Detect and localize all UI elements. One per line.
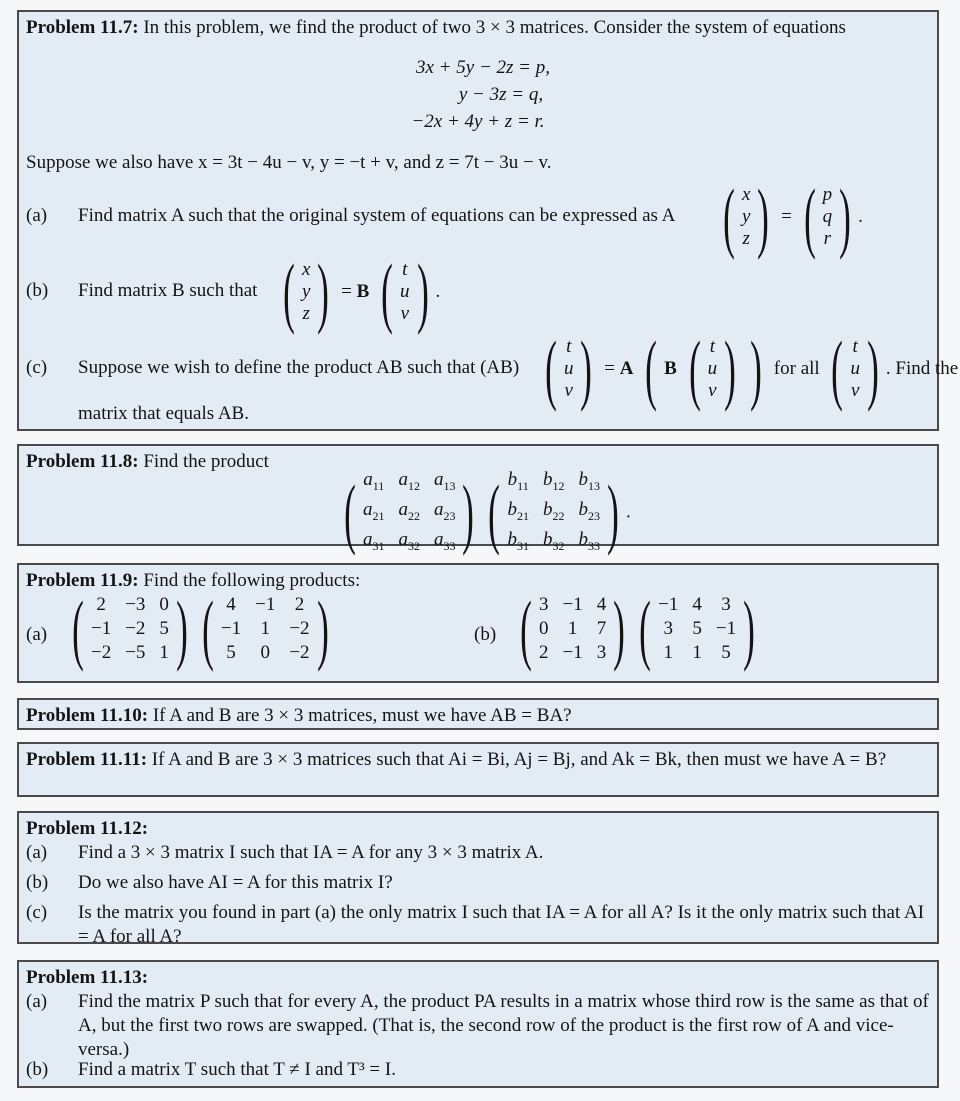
matrix-entry: $a_{21}$ bbox=[362, 498, 385, 523]
part-label: (c) bbox=[26, 357, 48, 378]
matrix-entry: 1 bbox=[260, 618, 270, 639]
matrix-entry: $a_{23}$ bbox=[433, 498, 456, 523]
matrix-entry: 5 bbox=[159, 618, 169, 639]
matrix-entry: $b_{23}$ bbox=[578, 498, 600, 523]
matrix-entry: 3 bbox=[596, 642, 607, 663]
matrix-entry: −1 bbox=[562, 642, 583, 663]
matrix-entry: $a_{33}$ bbox=[433, 528, 456, 553]
matrix-entry: −1 bbox=[90, 618, 112, 639]
problem-11-11 bbox=[17, 742, 939, 797]
part-text: Find matrix A such that the original system of equations can be expressed as A bbox=[78, 205, 676, 226]
part-text-continued: matrix that equals AB. bbox=[78, 403, 249, 424]
matrix-entry: 1 bbox=[159, 642, 169, 663]
matrix-entry: −2 bbox=[125, 618, 146, 639]
problem-title: Problem 11.11: bbox=[26, 749, 148, 770]
matrix-entry: −1 bbox=[658, 594, 679, 615]
problem-title: Problem 11.13: bbox=[26, 967, 149, 988]
matrix-entry: 4 bbox=[692, 594, 702, 615]
matrix-entry: 2 bbox=[294, 594, 305, 615]
matrix-entry: −1 bbox=[562, 594, 583, 615]
matrix-entry: −2 bbox=[289, 642, 310, 663]
vector-pqr: ( p q r ) bbox=[803, 173, 851, 260]
product-a: ( 2 −3 0 −1 −2 5 −2 −5 1 ) ( 4 −1 2 −1 1 −2 5 0 −2 ) bbox=[72, 585, 329, 672]
matrix-entry: 2 bbox=[538, 642, 549, 663]
matrix-entry: $a_{13}$ bbox=[433, 469, 456, 493]
matrix-entry: $b_{33}$ bbox=[578, 528, 600, 553]
matrix-entry: $a_{31}$ bbox=[362, 528, 385, 553]
problem-title: Problem 11.9: bbox=[26, 570, 139, 591]
matrix-entry: 5 bbox=[226, 642, 236, 663]
matrix-entry: $a_{12}$ bbox=[398, 469, 420, 493]
matrix-entry: −5 bbox=[125, 642, 146, 663]
vector-xyz: ( x y z ) = ( p q r ) . bbox=[723, 173, 863, 260]
matrix-entry: −1 bbox=[220, 618, 242, 639]
part-text: Find matrix B such that bbox=[78, 280, 258, 301]
problem-title: Problem 11.8: bbox=[26, 451, 139, 472]
matrix-entry: $b_{12}$ bbox=[542, 469, 565, 493]
matrix-entry: 1 bbox=[663, 642, 674, 663]
matrix-entry: 3 bbox=[663, 618, 674, 639]
problem-title: Problem 11.7: bbox=[26, 17, 139, 38]
matrix-entry: 1 bbox=[567, 618, 578, 639]
problem-title: Problem 11.10: bbox=[26, 705, 149, 726]
suppose-text: Suppose we also have x = 3t − 4u − v, y = −t + v, and z = 7t − 3u − v. bbox=[26, 152, 552, 173]
part-label: (a) bbox=[26, 624, 48, 645]
matrix-entry: 7 bbox=[596, 618, 607, 639]
matrix-entry: −2 bbox=[289, 618, 310, 639]
matrix-entry: $b_{11}$ bbox=[507, 469, 529, 493]
problem-11-7-heading bbox=[26, 16, 930, 40]
matrix-entry: $b_{13}$ bbox=[578, 469, 600, 493]
matrix-entry: 3 bbox=[538, 594, 549, 615]
vector-xyz: ( x y z ) = B ( t u v ) . bbox=[283, 248, 441, 335]
matrix-entry: 4 bbox=[226, 594, 236, 615]
matrix-entry: $a_{11}$ bbox=[363, 469, 385, 493]
problem-text: Find the product bbox=[143, 451, 269, 472]
part-c bbox=[26, 325, 959, 424]
matrix-entry: $a_{32}$ bbox=[398, 528, 420, 553]
equation-system bbox=[19, 54, 937, 135]
matrix-entry: 0 bbox=[538, 618, 549, 639]
matrix-product: ( $a_{11}$ $a_{12}$ $a_{13}$ $a_{21}$ $a_{22}$ $a_{23}$ $a_{31}$ $a_{32}$ $a_{33}$ ) ( $b_{11}$ $b_{12}$ $b_{13}$ $b_{21}$ $b_{22}$ $b_{23}$ $b_{31}$ $b_{32}$ $b_{33}$ ) . bbox=[337, 468, 631, 557]
matrix-entry: −3 bbox=[125, 594, 146, 615]
matrix-b: ( $b_{11}$ $b_{12}$ $b_{13}$ $b_{21}$ $b_{22}$ $b_{23}$ $b_{31}$ $b_{32}$ $b_{33}$ ) bbox=[488, 468, 619, 556]
problem-11-12: Problem 11.12: (a) Find a 3 × 3 matrix I such that IA = A for any 3 × 3 matrix A. (b) Do we also have AI = A for this matrix I? (c) Is the matrix you found in part (a) the only matrix I such that IA = A for all A? Is it the only matrix such that AI = A for all A? bbox=[17, 811, 939, 944]
part-label: (a) bbox=[26, 205, 48, 226]
part-a bbox=[26, 173, 930, 260]
matrix-entry: −1 bbox=[255, 594, 276, 615]
vector-tuv: ( t u v ) bbox=[381, 248, 429, 335]
matrix-entry: $b_{32}$ bbox=[542, 528, 565, 553]
matrix-entry: $b_{22}$ bbox=[542, 498, 565, 523]
problem-text: Find the following products: bbox=[143, 570, 361, 591]
matrix-entry: 0 bbox=[159, 594, 169, 615]
matrix-entry: 2 bbox=[96, 594, 106, 615]
equation: 3x + 5y − 2z = p, bbox=[416, 57, 550, 78]
problem-text: If A and B are 3 × 3 matrices, must we have AB = BA? bbox=[152, 705, 572, 726]
part-b bbox=[26, 248, 930, 335]
matrix-entry: 3 bbox=[721, 594, 731, 615]
matrix-entry: 1 bbox=[692, 642, 702, 663]
problem-text: If A and B are 3 × 3 matrices such that Ai = Bi, Aj = Bj, and Ak = Bk, then must we have A = B? bbox=[151, 749, 887, 770]
matrix-entry: 4 bbox=[596, 594, 607, 615]
matrix-entry: $b_{21}$ bbox=[507, 498, 529, 523]
matrix-entry: 0 bbox=[260, 642, 270, 663]
part-text: Suppose we wish to define the product AB such that (AB) bbox=[78, 357, 520, 378]
part-label: (b) bbox=[26, 280, 49, 301]
product-expression: ( t u v ) = A ( B ( t u v ) ) for all ( t u v ) . Find the bbox=[545, 325, 959, 412]
part-label: (b) bbox=[474, 624, 497, 645]
matrix-entry: $b_{31}$ bbox=[507, 528, 529, 553]
problem-11-8 bbox=[17, 444, 939, 556]
problem-11-10 bbox=[17, 698, 939, 730]
matrix-a: ( $a_{11}$ $a_{12}$ $a_{13}$ $a_{21}$ $a_{22}$ $a_{23}$ $a_{31}$ $a_{32}$ $a_{33}$ ) bbox=[344, 468, 475, 556]
problem-title: Problem 11.12: bbox=[26, 818, 149, 839]
product-b: ( 3 −1 4 0 1 7 2 −1 3 ) ( −1 4 3 3 5 −1 1 1 5 ) bbox=[520, 585, 755, 672]
matrix-entry: $a_{22}$ bbox=[398, 498, 420, 523]
equation: y − 3z = q, bbox=[458, 84, 544, 105]
problem-11-13: Problem 11.13: (a) Find the matrix P such that for every A, the product PA results in a matrix whose third row is the same as that of A, but the first two rows are swapped. (That is, the second row of the product is the first row of A and vice-versa.) (b) Find a matrix T such that T ≠ I and T³ = I. bbox=[17, 960, 939, 1088]
matrix-entry: −2 bbox=[90, 642, 112, 663]
problem-intro: In this problem, we find the product of two 3 × 3 matrices. Consider the system of equations bbox=[143, 17, 846, 38]
problem-11-9 bbox=[17, 563, 939, 683]
problem-11-7 bbox=[17, 10, 959, 431]
equation: −2x + 4y + z = r. bbox=[411, 111, 545, 132]
matrix-entry: 5 bbox=[721, 642, 731, 663]
matrix-entry: −1 bbox=[715, 618, 737, 639]
matrix-entry: 5 bbox=[692, 618, 702, 639]
